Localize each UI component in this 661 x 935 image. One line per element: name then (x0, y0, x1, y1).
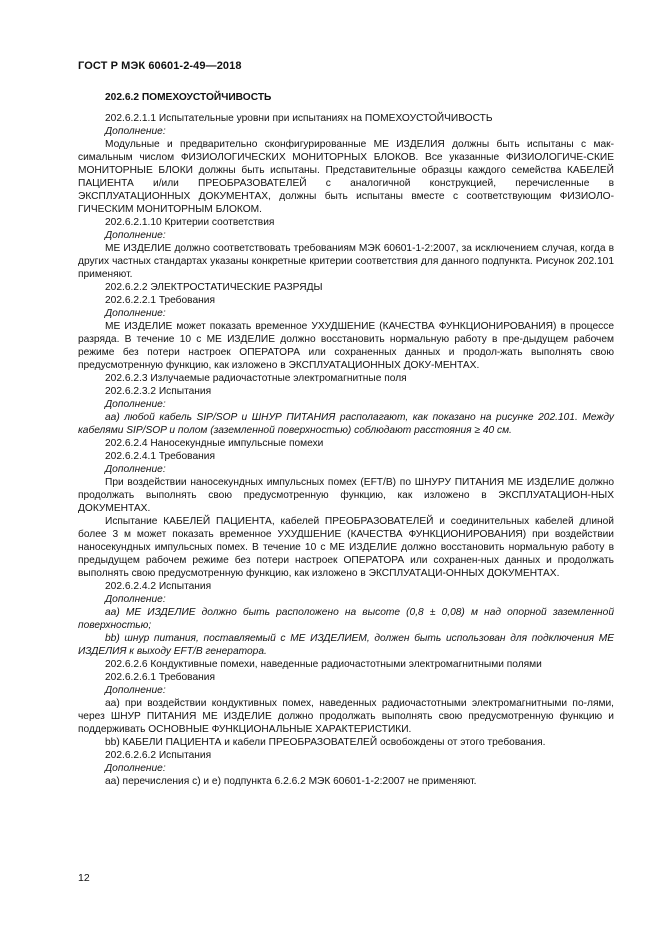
paragraph: МЕ ИЗДЕЛИЕ должно соответствовать требованиям МЭК 60601-1-2:2007, за исключением случая, когда в других частных стандартах указаны конкретные критерии соответствия для данного подпункта. Рисунок 202.101 применяют. (78, 243, 614, 280)
paragraph: bb) шнур питания, поставляемый с МЕ ИЗДЕЛИЕМ, должен быть использован для подключения МЕ ИЗДЕЛИЯ к выходу EFT/B генератора. (78, 633, 614, 657)
paragraph: Дополнение: (105, 763, 166, 774)
paragraph: аа) любой кабель SIP/SOP и ШНУР ПИТАНИЯ располагают, как показано на рисунке 202.101. Между кабелями SIP/SOP и полом (заземленной поверхностью) соблюдают расстояния ≥ 40 см. (78, 412, 614, 436)
paragraph: Дополнение: (105, 464, 166, 475)
paragraph: 202.6.2.1.1 Испытательные уровни при испытаниях на ПОМЕХОУСТОЙЧИВОСТЬ (105, 113, 493, 124)
paragraph: 202.6.2.2 ЭЛЕКТРОСТАТИЧЕСКИЕ РАЗРЯДЫ (105, 282, 323, 293)
paragraph: 202.6.2.1.10 Критерии соответствия (105, 217, 275, 228)
paragraph: 202.6.2.3.2 Испытания (105, 386, 212, 397)
page-header-title: ГОСТ Р МЭК 60601-2-49—2018 (78, 60, 242, 72)
paragraph: Испытание КАБЕЛЕЙ ПАЦИЕНТА, кабелей ПРЕОБРАЗОВАТЕЛЕЙ и соединительных кабелей длиной более 3 м может показать временное УХУДШЕНИЕ (КАЧЕСТВА ФУНКЦИОНИРОВАНИЯ) при воздействии наносекундных импульсных помех. В течение 10 с МЕ ИЗДЕЛИЕ должно восстановить нормальную работу в предыдущем рабочем режиме без потери настроек ОПЕРАТОРА или сохранен-ных данных и продолжать выполнять свою предусмотренную функцию, как изложено в ЭКСПЛУАТАЦИ-ОННЫХ ДОКУМЕНТАХ. (78, 516, 614, 579)
paragraph: 202.6.2.6.2 Испытания (105, 750, 212, 761)
paragraph: 202.6.2.4.1 Требования (105, 451, 215, 462)
paragraph: При воздействии наносекундных импульсных помех (EFT/B) по ШНУРУ ПИТАНИЯ МЕ ИЗДЕЛИЕ должно продолжать выполнять свою предусмотренную функцию, как изложено в ЭКСПЛУАТАЦИОН-НЫХ ДОКУМЕНТАХ. (78, 477, 614, 514)
paragraph: Дополнение: (105, 230, 166, 241)
paragraph: bb) КАБЕЛИ ПАЦИЕНТА и кабели ПРЕОБРАЗОВАТЕЛЕЙ освобождены от этого требования. (105, 737, 546, 748)
document-body (78, 91, 614, 788)
paragraph: аа) перечисления с) и е) подпункта 6.2.6.2 МЭК 60601-1-2:2007 не применяют. (105, 776, 477, 787)
paragraph: 202.6.2.6.1 Требования (105, 672, 215, 683)
paragraph: 202.6.2.6 Кондуктивные помехи, наведенные радиочастотными электромагнитными полями (105, 659, 542, 670)
paragraph: аа) МЕ ИЗДЕЛИЕ должно быть расположено на высоте (0,8 ± 0,08) м над опорной заземленной поверхностью; (78, 607, 614, 631)
paragraph: Модульные и предварительно сконфигурированные МЕ ИЗДЕЛИЯ должны быть испытаны с мак-симальным числом ФИЗИОЛОГИЧЕСКИХ МОНИТОРНЫХ БЛОКОВ. Все указанные ФИЗИОЛОГИЧЕ-СКИЕ МОНИТОРНЫЕ БЛОКИ должны быть испытаны. Представительные образцы каждого семейства КАБЕЛЕЙ ПАЦИЕНТА и/или ПРЕОБРАЗОВАТЕЛЕЙ с аналогичной конструкцией, перечисленные в ЭКСПЛУАТАЦИОННЫХ ДОКУМЕНТАХ, должны быть испытаны вместе с соответствующим ФИЗИОЛО-ГИЧЕСКИМ МОНИТОРНЫМ БЛОКОМ. (78, 139, 614, 215)
paragraph: Дополнение: (105, 594, 166, 605)
paragraph: Дополнение: (105, 685, 166, 696)
paragraph: 202.6.2.2.1 Требования (105, 295, 215, 306)
page-number: 12 (78, 872, 90, 884)
paragraph: 202.6.2.4.2 Испытания (105, 581, 212, 592)
paragraph: 202.6.2 ПОМЕХОУСТОЙЧИВОСТЬ (105, 92, 272, 103)
paragraph: Дополнение: (105, 308, 166, 319)
paragraph: 202.6.2.4 Наносекундные импульсные помехи (105, 438, 324, 449)
paragraph: 202.6.2.3 Излучаемые радиочастотные электромагнитные поля (105, 373, 407, 384)
paragraph: МЕ ИЗДЕЛИЕ может показать временное УХУДШЕНИЕ (КАЧЕСТВА ФУНКЦИОНИРОВАНИЯ) в процессе разряда. В течение 10 с МЕ ИЗДЕЛИЕ должно восстановить нормальную работу в пре-дыдущем рабочем режиме без потери настроек ОПЕРАТОРА или сохраненных данных и продол-жать выполнять свою предусмотренную функцию, как изложено в ЭКСПЛУАТАЦИОННЫХ ДОКУ-МЕНТАХ. (78, 321, 614, 371)
paragraph: Дополнение: (105, 399, 166, 410)
paragraph: Дополнение: (105, 126, 166, 137)
paragraph: аа) при воздействии кондуктивных помех, наведенных радиочастотными электромагнитными по-лями, через ШНУР ПИТАНИЯ МЕ ИЗДЕЛИЕ должно продолжать выполнять свою предусмотренную функцию и поддерживать ОСНОВНЫЕ ФУНКЦИОНАЛЬНЫЕ ХАРАКТЕРИСТИКИ. (78, 698, 614, 735)
